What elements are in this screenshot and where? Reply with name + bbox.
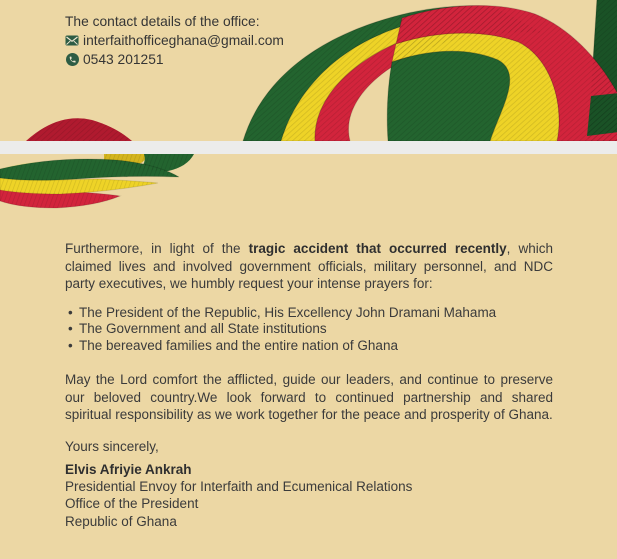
list-item [68,305,553,322]
paragraph-blessing: May the Lord comfort the afflicted, guide our leaders, and continue to preserve our beloved country.We look forward to continued partnership and shared spiritual responsibility as we work together for the peace and prosperity of Ghana. [65,372,553,422]
signature-title: Presidential Envoy for Interfaith and Ecumenical Relations [65,479,413,495]
bullet-icon: • [68,321,73,336]
contact-email: interfaithofficeghana@gmail.com [83,33,284,48]
paragraph-text: Furthermore, in light of the [65,241,249,256]
contact-phone-row [65,50,284,69]
letterhead-top [0,0,617,141]
paragraph-request [65,240,553,293]
list-item-text: The Government and all State institutions [79,321,327,336]
contact-email-row [65,31,284,50]
letter-text [0,154,617,530]
section-divider [0,141,617,154]
phone-circle-icon [65,53,79,66]
list-item-text: The bereaved families and the entire nation of Ghana [79,337,398,353]
paragraph-text: , which claimed lives and involved government officials, military personnel, and NDC party executives, we humbly request your intense prayers for: [65,241,553,291]
contact-heading: The contact details of the office: [65,14,260,29]
list-item [68,338,553,355]
list-item-text: The President of the Republic, His Excellency John Dramani Mahama [79,304,497,320]
contact-details [65,12,284,69]
contact-phone: 0543 201251 [83,52,164,67]
letter-body-section [0,154,617,559]
signature-country: Republic of Ghana [65,513,177,529]
paragraph-bold-text: tragic accident that occurred recently [248,241,507,256]
closing-salutation: Yours sincerely, [65,438,159,454]
signature-office: Office of the President [65,496,199,512]
envelope-icon [65,35,79,46]
signature-name: Elvis Afriyie Ankrah [65,462,192,477]
bullet-icon: • [68,304,73,320]
list-item [68,321,553,338]
prayer-points-list [65,305,553,355]
bullet-icon: • [68,337,73,353]
